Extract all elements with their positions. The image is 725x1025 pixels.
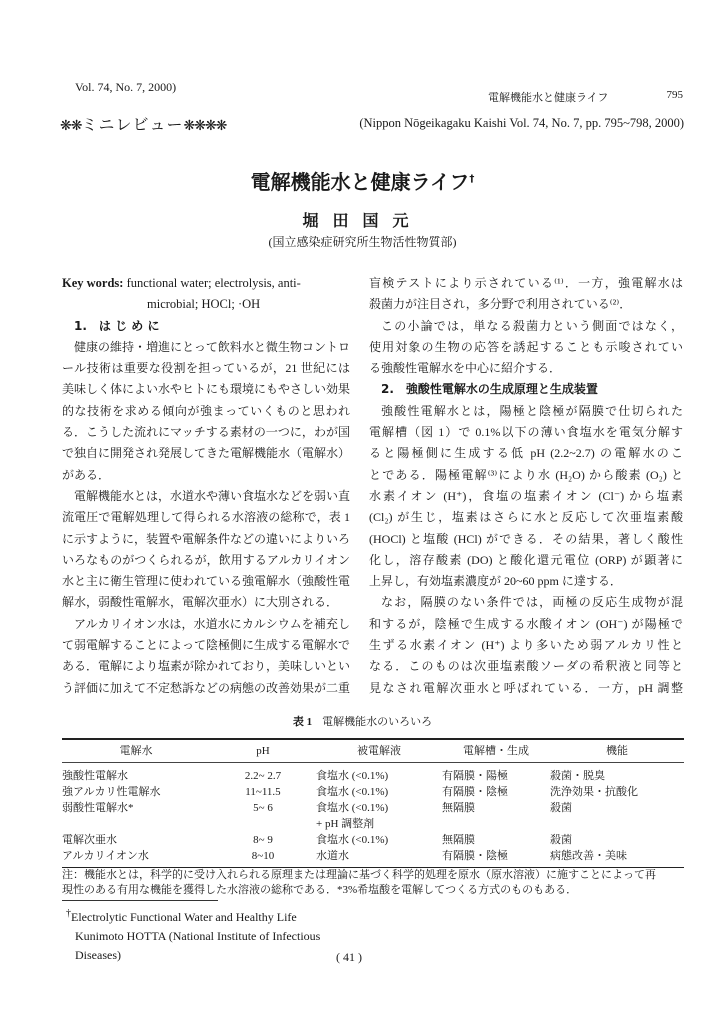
text-line: がある． (62, 467, 111, 482)
article-title-text: 電解機能水と健康ライフ (250, 170, 470, 194)
table-cell (550, 816, 684, 832)
text-line: る強酸性電解水を中心に紹介する． (369, 361, 562, 376)
left-column (62, 273, 350, 699)
footnote-line: Diseases) (75, 948, 121, 962)
table-row (62, 784, 684, 800)
text-line: 水素イオン (H⁺)，食塩の塩素イオン (Cl⁻) から塩素 (369, 488, 683, 503)
text-line: る．こうした流れにマッチする素材の一つに，わが国 (62, 425, 350, 440)
table-cell (62, 816, 210, 832)
running-header-right (488, 89, 683, 105)
text-line: ール技術は重要な役割を担っているが，21 世紀には (62, 361, 350, 376)
table-cell: 強酸性電解水 (62, 770, 128, 782)
table-row (62, 763, 684, 785)
text-line: (Cl₂) が生じ，塩素はさらに水と反応して次亜塩素酸 (369, 510, 683, 525)
series-label (60, 112, 226, 135)
table-row (62, 800, 684, 816)
text-line: アルカリイオン水は，水道水にカルシウムを補充し (74, 616, 350, 631)
electrolyzed-water-table (62, 738, 684, 868)
table-cell: 無隔膜 (442, 834, 475, 846)
table-cell: 洗浄効果・抗酸化 (550, 786, 638, 798)
text-line: 和するが，陰極で生成する水酸イオン (OH⁻) が陽極で (369, 616, 683, 631)
text-line: 電解機能水とは，水道水や薄い食塩水などを弱い直 (74, 488, 351, 503)
running-header-volume: Vol. 74, No. 7, 2000) (75, 80, 177, 94)
footnote-line: Electrolytic Functional Water and Healthy Life (71, 910, 297, 924)
table-row (62, 848, 684, 868)
table-note (62, 868, 684, 898)
author-name: 堀田国元 (302, 211, 423, 230)
table-cell: 弱酸性電解水* (62, 802, 134, 814)
running-header-title: 電解機能水と健康ライフ (488, 92, 609, 104)
section-heading: 2. 強酸性電解水の生成原理と生成装置 (381, 382, 598, 397)
footnote-line: Kunimoto HOTTA (National Institute of Infectious (75, 929, 321, 943)
table-cell: 5~ 6 (253, 802, 273, 814)
ornament-icon: ❋❋❋❋ (183, 118, 227, 134)
table-header: 電解水 (119, 745, 153, 757)
table-header: 電解槽・生成 (463, 745, 529, 757)
author-affiliation: (国立感染症研究所生物活性物質部) (268, 235, 457, 249)
footnote (66, 904, 320, 965)
text-line: この小論では，単なる殺菌力という側面ではなく， (381, 318, 683, 333)
footnote-divider (62, 900, 218, 901)
text-line: 盲検テストにより示されている⁽¹⁾．一方，強電解水は (369, 276, 683, 290)
text-line: いろなものがつくられるが，飲用するアルカリイオン (62, 552, 350, 567)
table-header: 機能 (606, 745, 628, 757)
keywords-label: Key words: (62, 276, 124, 290)
text-line: に示すように，装置や電解条件などの違いによりいろ (62, 531, 351, 546)
text-line: 流電圧で電解処理して得られる水溶液の総称で，表 1 (62, 510, 350, 525)
table-cell: 有隔膜・陽極 (442, 770, 508, 782)
table-caption (0, 713, 725, 729)
table-cell: 11~11.5 (245, 786, 281, 798)
table-caption-text: 電解機能水のいろいろ (322, 716, 433, 728)
text-line: 強酸性電解水とは，陽極と陰極が隔膜で仕切られた (381, 403, 683, 418)
table-cell: アルカリイオン水 (62, 850, 149, 862)
ornament-icon: ❋❋ (60, 118, 82, 134)
table-cell (210, 816, 316, 832)
table-header: 被電解液 (357, 745, 401, 757)
table-note-line: 注：機能水とは，科学的に受け入れられる原理または理論に基づく科学的処理を原水（原水溶液）に施すことによって再 (62, 869, 656, 881)
table-cell: 8~10 (251, 850, 275, 862)
text-line: う評価に加えて不定愁訴などの病態の改善効果が二重 (62, 680, 351, 695)
table-cell: 2.2~ 2.7 (244, 770, 282, 782)
title-footnote-mark: † (469, 173, 475, 185)
text-line: 水と主に衛生管理に使われている強電解水（強酸性電 (62, 574, 351, 589)
text-line: 見なされ電解次亜水と呼ばれている．一方，pH 調整 (369, 680, 683, 695)
table-row (62, 832, 684, 848)
table-cell: 無隔膜 (442, 802, 475, 814)
table-cell: 食塩水 (<0.1%) (316, 770, 389, 782)
table-cell: 水道水 (316, 850, 349, 862)
text-line: 上昇し，有効塩素濃度が 20~60 ppm に達する． (369, 574, 622, 589)
table-cell (442, 816, 550, 832)
table-caption-label: 表 1 (292, 716, 313, 728)
table-cell: 殺菌 (550, 834, 572, 846)
text-line: 的な技術を求める傾向が強まっていくものと思われ (62, 403, 350, 418)
text-line: 電解槽（図 1）で 0.1%以下の薄い食塩水を電気分解す (369, 425, 683, 440)
table-header: pH (256, 745, 270, 757)
text-line: 解水，弱酸性電解水，電解次亜水）に大別される． (62, 595, 339, 610)
section-heading: 1. は じ め に (74, 318, 160, 333)
article-title (0, 166, 725, 195)
series-label-text: ミニレビュー (81, 115, 184, 134)
table-cell: 有隔膜・陰極 (442, 850, 508, 862)
keywords-text: functional water; electrolysis, anti- (126, 276, 301, 290)
text-line: て弱電解することによって陰極側に生成する電解水で (62, 638, 351, 653)
text-line: なる．このものは次亜塩素酸ソーダの希釈液と同等と (369, 659, 683, 674)
keywords-line (62, 273, 350, 294)
table-cell: 電解次亜水 (62, 834, 117, 846)
text-line: (HOCl) と塩酸 (HCl) ができる．その結果，著しく酸性 (369, 531, 683, 546)
text-line: 化し，溶存酸素 (DO) と酸化還元電位 (ORP) が顕著に (369, 552, 683, 567)
text-line: 生ずる水素イオン (H⁺) より多いため弱アルカリ性と (369, 638, 683, 653)
table-cell: + pH 調整剤 (316, 818, 375, 830)
table-cell: 強アルカリ性電解水 (62, 786, 161, 798)
table-cell: 病態改善・美味 (550, 850, 627, 862)
table-cell: 8~ 9 (253, 834, 273, 846)
text-line: とである．陽極電解⁽³⁾により水 (H₂O) から酸素 (O₂) と (369, 467, 683, 482)
page-footer-number: ( 41 ) (336, 950, 362, 964)
footnote-mark: † (66, 908, 71, 919)
table-note-line: 現性のある有用な機能を獲得した水溶液の総称である．*3%希塩酸を電解してつくる方式のものもある． (62, 884, 578, 896)
table-cell: 食塩水 (<0.1%) (316, 786, 389, 798)
text-line: ると陽極側に生成する低 pH (2.2~2.7) の電解水のこ (369, 446, 683, 461)
right-column (369, 273, 683, 699)
table-cell: 食塩水 (<0.1%) (316, 802, 389, 814)
table-cell: 殺菌・脱臭 (550, 770, 605, 782)
text-line: ある．電解により塩素が除かれており，美味しいとい (62, 659, 351, 674)
journal-citation: (Nippon Nōgeikagaku Kaishi Vol. 74, No. 7, pp. 795~798, 2000) (359, 116, 684, 130)
table-cell: 食塩水 (<0.1%) (316, 834, 389, 846)
text-line: 使用対象の生物の応答を誘起することも示唆されてい (369, 339, 683, 354)
running-header-page-number: 795 (666, 89, 683, 101)
text-line: 美味しく体によい水やヒトにも環境にもやさしい効果 (62, 382, 351, 397)
text-line: 殺菌力が注目され，多分野で利用されている⁽²⁾． (369, 297, 632, 312)
keywords-line: microbial; HOCl; ·OH (147, 297, 261, 312)
table-header-row (62, 739, 684, 763)
text-line: で独自に開発され発展してきた電解機能水（電解水） (62, 446, 351, 461)
table-cell: 殺菌 (550, 802, 572, 814)
table-row (62, 816, 684, 832)
table-cell: 有隔膜・陰極 (442, 786, 508, 798)
text-line: なお，隔膜のない条件では，両極の反応生成物が混 (381, 595, 683, 610)
text-line: 健康の維持・増進にとって飲料水と微生物コントロ (74, 339, 350, 354)
